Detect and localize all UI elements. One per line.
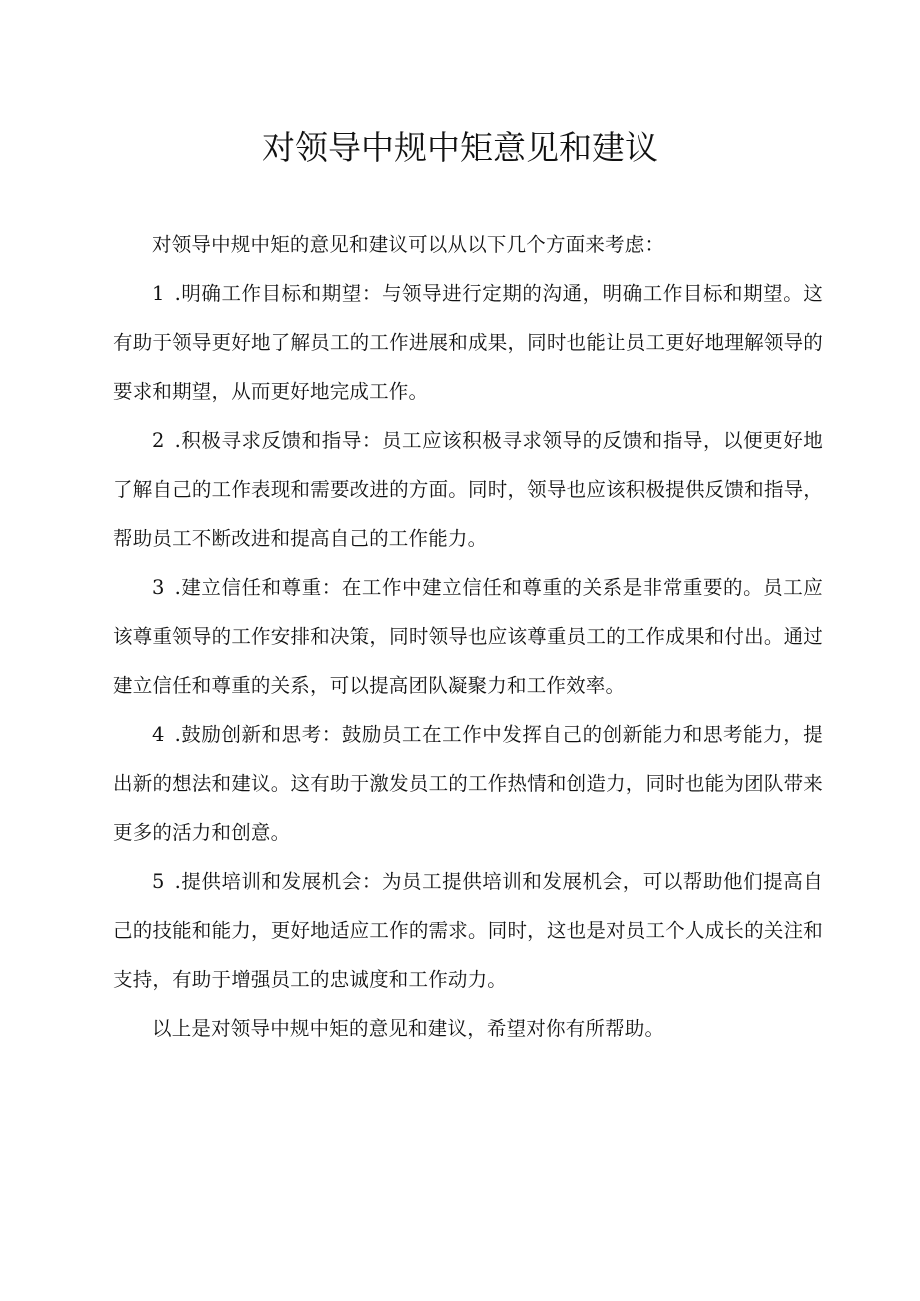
item-text: .积极寻求反馈和指导：员工应该积极寻求领导的反馈和指导，以便更好地了解自己的工作表现和需要改进的方面。同时，领导也应该积极提供反馈和指导，帮助员工不断改进和提高自己的工作能力。: [113, 429, 823, 550]
list-item: [113, 416, 823, 563]
item-text: .建立信任和尊重：在工作中建立信任和尊重的关系是非常重要的。员工应该尊重领导的工作安排和决策，同时领导也应该尊重员工的工作成果和付出。通过建立信任和尊重的关系，可以提高团队凝聚力和工作效率。: [113, 576, 823, 697]
document-title: 对领导中规中矩意见和建议: [262, 128, 658, 167]
item-number: 5: [152, 870, 165, 893]
intro-paragraph: 对领导中规中矩的意见和建议可以从以下几个方面来考虑：: [152, 233, 665, 256]
item-text: .明确工作目标和期望：与领导进行定期的沟通，明确工作目标和期望。这有助于领导更好地了解员工的工作进展和成果，同时也能让员工更好地理解领导的要求和期望，从而更好地完成工作。: [113, 282, 823, 403]
list-item: [113, 857, 823, 1004]
list-item: [113, 710, 823, 857]
list-item: [113, 563, 823, 710]
item-text: .鼓励创新和思考：鼓励员工在工作中发挥自己的创新能力和思考能力，提出新的想法和建议。这有助于激发员工的工作热情和创造力，同时也能为团队带来更多的活力和创意。: [113, 723, 823, 844]
list-item: [113, 269, 823, 416]
item-number: 3: [152, 576, 165, 599]
item-number: 2: [152, 429, 165, 452]
document-body: [113, 220, 823, 1053]
conclusion-paragraph: 以上是对领导中规中矩的意见和建议，希望对你有所帮助。: [152, 1017, 665, 1040]
item-number: 4: [152, 723, 165, 746]
item-number: 1: [152, 282, 165, 305]
item-text: .提供培训和发展机会：为员工提供培训和发展机会，可以帮助他们提高自己的技能和能力，更好地适应工作的需求。同时，这也是对员工个人成长的关注和支持，有助于增强员工的忠诚度和工作动力。: [113, 870, 823, 991]
